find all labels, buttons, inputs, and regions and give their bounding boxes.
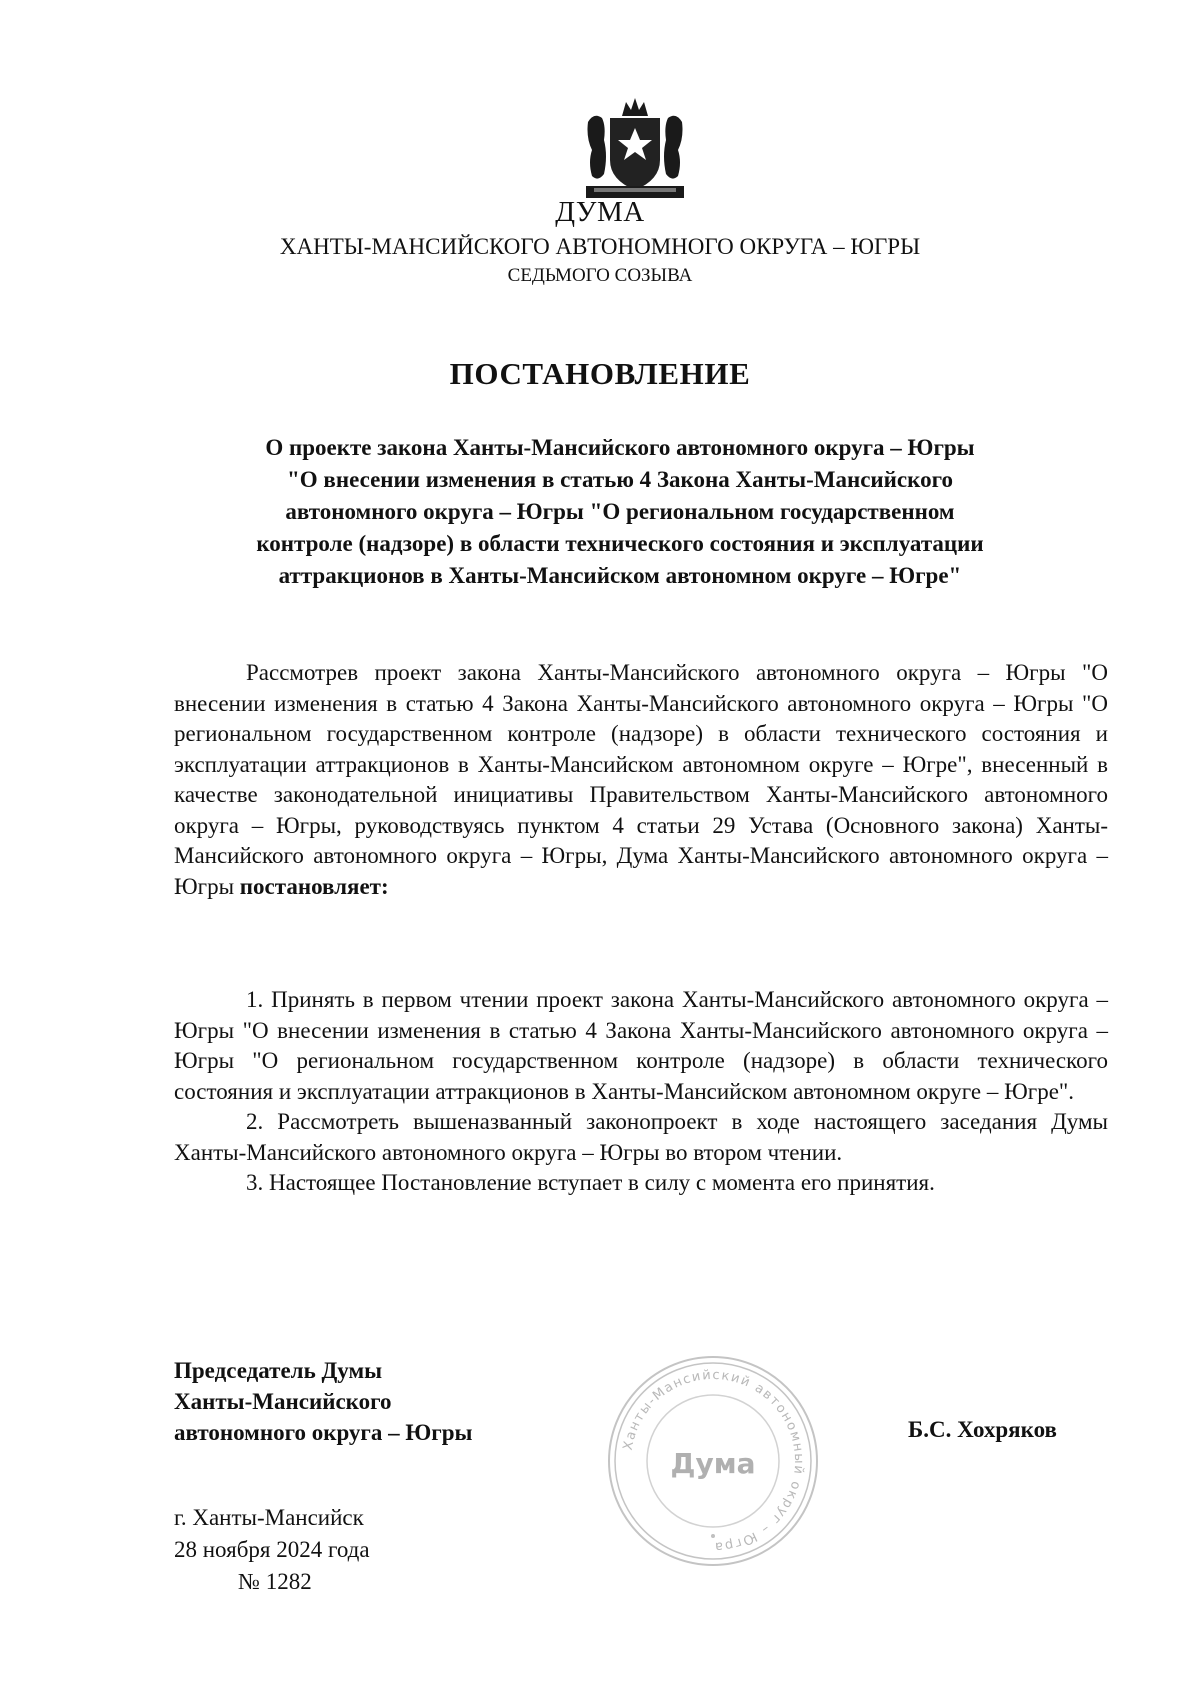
- resolution-item-2: 2. Рассмотреть вышеназванный законопроект в ходе настоящего заседания Думы Ханты-Мансийского автономного округа – Югры во втором чтении.: [174, 1109, 1108, 1165]
- date-label: 28 ноября 2024 года: [174, 1537, 370, 1562]
- seal-center-text: Дума: [670, 1447, 756, 1480]
- signer-title: [174, 1355, 472, 1448]
- resolution-item-3: 3. Настоящее Постановление вступает в силу с момента его принятия.: [246, 1170, 935, 1195]
- resolves-keyword: постановляет:: [239, 873, 389, 899]
- place-date-block: [174, 1502, 370, 1598]
- signer-name: Б.С. Хохряков: [908, 1417, 1057, 1442]
- seal-ring-text: Ханты-Мансийский автономный округ – Югра: [620, 1367, 807, 1555]
- document-number: № 1282: [238, 1569, 312, 1594]
- resolution-items: [174, 985, 1108, 1199]
- signer-title-line: Ханты-Мансийского: [174, 1389, 392, 1414]
- subject-line: аттракционов в Ханты-Мансийском автономном округе – Югре": [278, 563, 962, 588]
- subject-line: автономного округа – Югры "О региональном государственном: [285, 499, 955, 524]
- organization-region: ХАНТЫ-МАНСИЙСКОГО АВТОНОМНОГО ОКРУГА – ЮГРЫ: [279, 234, 921, 259]
- subject-line: контроле (надзоре) в области технического состояния и эксплуатации: [256, 531, 984, 556]
- place-label: г. Ханты-Мансийск: [174, 1505, 364, 1530]
- document-subject: [170, 432, 1070, 592]
- subject-line: "О внесении изменения в статью 4 Закона Ханты-Мансийского: [287, 467, 953, 492]
- subject-line: О проекте закона Ханты-Мансийского автономного округа – Югры: [265, 435, 975, 460]
- official-seal: [606, 1354, 820, 1568]
- preamble-paragraph: [174, 658, 1108, 902]
- document-type-title: ПОСТАНОВЛЕНИЕ: [449, 356, 751, 391]
- coat-of-arms-icon: [584, 96, 686, 208]
- resolution-item-1: 1. Принять в первом чтении проект закона Ханты-Мансийского автономного округа – Югры "О внесении изменения в статью 4 Закона Ханты-Мансийского автономного округа – Югры "О региональном государственном контроле (надзоре) в области технического состояния и эксплуатации аттракционов в Ханты-Мансийском автономном округе – Югре".: [174, 987, 1108, 1104]
- signer-title-line: Председатель Думы: [174, 1358, 383, 1383]
- preamble-text: Рассмотрев проект закона Ханты-Мансийского автономного округа – Югры "О внесении изменения в статью 4 Закона Ханты-Мансийского автономного округа – Югры "О региональном государственном контроле (надзоре) в области технического состояния и эксплуатации аттракционов в Ханты-Мансийском автономном округе – Югре", внесенный в качестве законодательной инициативы Правительством Ханты-Мансийского автономного округа – Югры, руководствуясь пунктом 4 статьи 29 Устава (Основного закона) Ханты-Мансийского автономного округа – Югры, Дума Ханты-Мансийского автономного округа – Югры: [174, 660, 1108, 899]
- convocation-label: СЕДЬМОГО СОЗЫВА: [507, 265, 693, 286]
- signer-title-line: автономного округа – Югры: [174, 1420, 473, 1445]
- organization-name: ДУМА: [555, 196, 645, 228]
